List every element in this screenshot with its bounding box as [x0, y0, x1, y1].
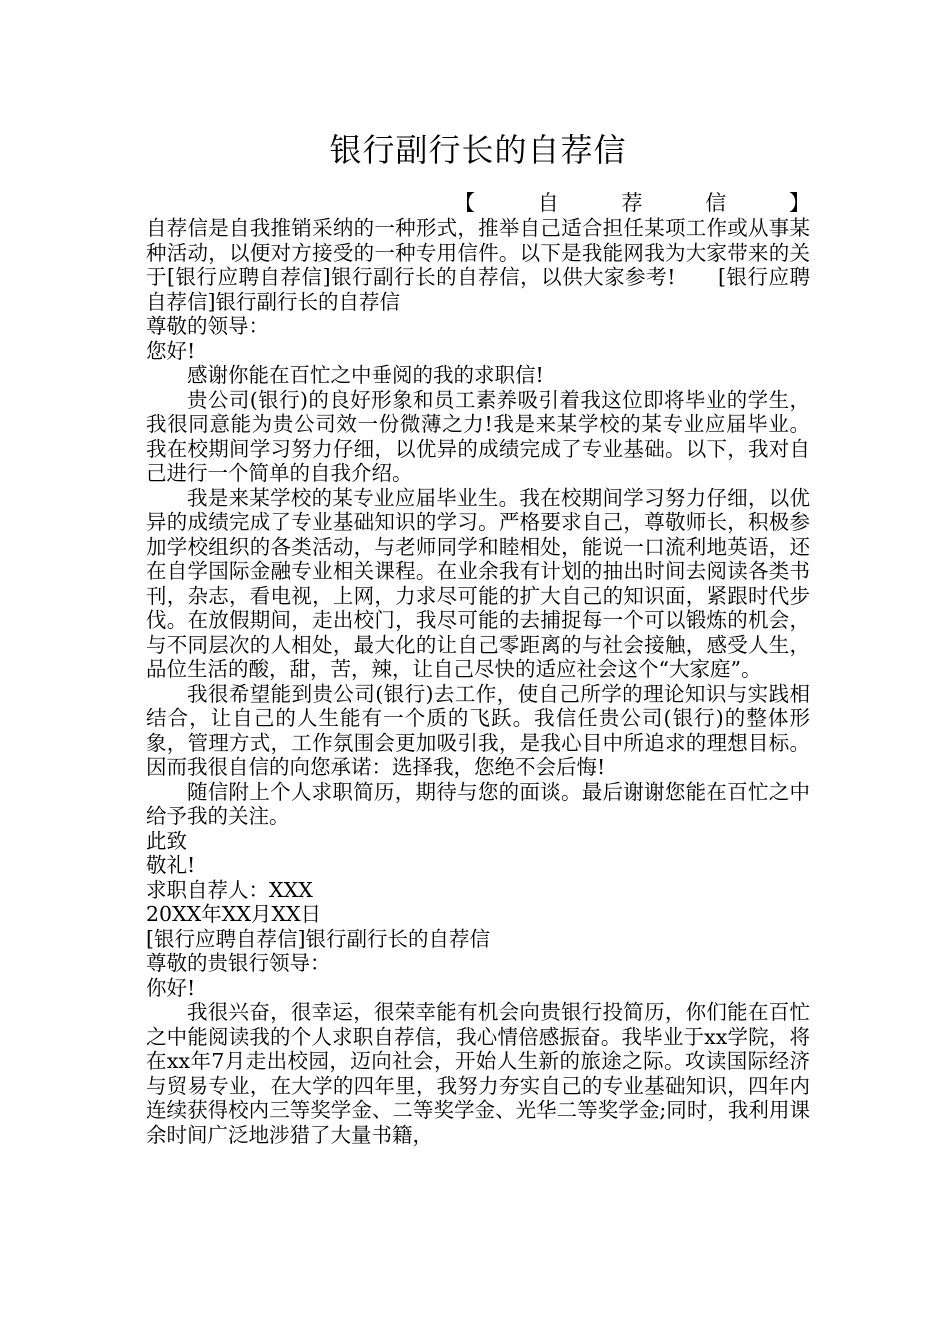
letter1-paragraph-3: 我是来某学校的某专业应届毕业生。我在校期间学习努力仔细，以优异的成绩完成了专业基础知识的学习。严格要求自己，尊敬师长，积极参加学校组织的各类活动，与老师同学和睦相处，能说一口流利地英语，还在自学国际金融专业相关课程。在业余我有计划的抽出时间去阅读各类书刊，杂志，看电视，上网，力求尽可能的扩大自己的知识面，紧跟时代步伐。在放假期间，走出校门，我尽可能的去捕捉每一个可以锻炼的机会，与不同层次的人相处，最大化的让自己零距离的与社会接触，感受人生，品位生活的酸，甜，苦，辣，让自己尽快的适应社会这个“大家庭”。 — [146, 485, 810, 681]
document-title: 银行副行长的自荐信 — [329, 131, 627, 169]
letter2-paragraph-1: 我很兴奋，很幸运，很荣幸能有机会向贵银行投简历，你们能在百忙之中能阅读我的个人求职自荐信，我心情倍感振奋。我毕业于xx学院，将在xx年7月走出校园，迈向社会，开始人生新的旅途之际。攻读国际经济与贸易专业，在大学的四年里，我努力夯实自己的专业基础知识，四年内连续获得校内三等奖学金、二等奖学金、光华二等奖学金;同时，我利用课余时间广泛地涉猎了大量书籍， — [146, 1000, 810, 1147]
letter1-paragraph-4: 我很希望能到贵公司(银行)去工作，使自己所学的理论知识与实践相结合，让自己的人生能有一个质的飞跃。我信任贵公司(银行)的整体形象，管理方式，工作氛围会更加吸引我，是我心目中所追求的理想目标。因而我很自信的向您承诺：选择我，您绝不会后悔! — [146, 681, 810, 779]
letter1-paragraph-1: 感谢你能在百忙之中垂阅的我的求职信! — [187, 363, 544, 387]
letter1-greeting: 您好! — [146, 338, 196, 363]
document-body — [146, 216, 810, 1147]
subtitle-open-bracket: 【 — [454, 191, 475, 215]
letter1-date: 20XX年XX月XX日 — [146, 902, 322, 926]
letter2-greeting: 你好! — [146, 975, 196, 1000]
subtitle-close-bracket: 】 — [789, 191, 810, 215]
subtitle-char-2: 荐 — [621, 191, 643, 215]
subtitle-char-1: 自 — [537, 191, 559, 215]
letter1-paragraph-2: 贵公司(银行)的良好形象和员工素养吸引着我这位即将毕业的学生，我很同意能为贵公司效一份微薄之力!我是来某学校的某专业应届毕业。我在校期间学习努力仔细，以优异的成绩完成了专业基础。以下，我对自己进行一个简单的自我介绍。 — [146, 387, 810, 485]
document-page — [146, 0, 810, 1147]
subtitle — [454, 190, 810, 216]
letter1-paragraph-5: 随信附上个人求职简历，期待与您的面谈。最后谢谢您能在百忙之中给予我的关注。 — [146, 779, 810, 828]
letter2-salutation: 尊敬的贵银行领导： — [146, 951, 331, 975]
letter1-closing-2: 敬礼! — [146, 853, 196, 877]
letter1-signer: 求职自荐人：XXX — [146, 877, 313, 902]
letter2-heading: [银行应聘自荐信]银行副行长的自荐信 — [146, 926, 490, 951]
subtitle-char-3: 信 — [705, 191, 727, 215]
letter1-closing-1: 此致 — [146, 828, 187, 853]
letter1-salutation: 尊敬的领导： — [146, 314, 269, 338]
intro-paragraph: 自荐信是自我推销采纳的一种形式，推举自己适合担任某项工作或从事某种活动，以便对方接受的一种专用信件。以下是我能网我为大家带来的关于[银行应聘自荐信]银行副行长的自荐信，以供大家参考! [银行应聘自荐信]银行副行长的自荐信 — [146, 216, 810, 314]
